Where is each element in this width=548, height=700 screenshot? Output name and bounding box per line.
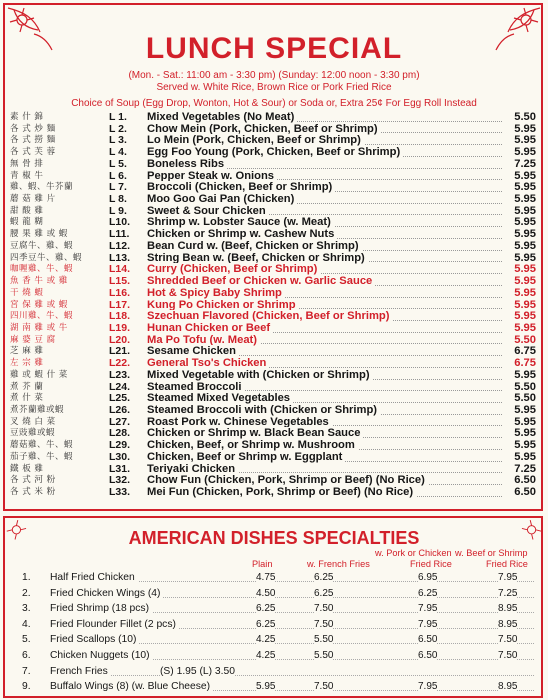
beef-shrimp-fried-rice-price: 7.50 (498, 648, 517, 664)
item-code: L 9. (109, 204, 127, 217)
item-price: 7.25 (514, 157, 536, 170)
item-number: 5. (22, 634, 31, 646)
item-name: Kung Po Chicken or Shrimp (147, 299, 299, 311)
american-item-row (0, 632, 548, 648)
item-code: L15. (109, 275, 131, 288)
lunch-choice-note: Choice of Soup (Egg Drop, Wonton, Hot & Sour) or Soda or, Extra 25¢ For Egg Roll Instead (71, 98, 477, 109)
item-price: 5.95 (514, 298, 536, 311)
item-name: Mixed Vegetables (No Meat) (147, 111, 297, 123)
item-name: Chicken, Beef, or Shrimp w. Mushroom (147, 439, 358, 451)
item-name: Hot & Spicy Baby Shrimp (147, 287, 285, 299)
chinese-name: 素 什 錦 (10, 112, 44, 122)
item-number: 2. (22, 587, 31, 599)
chinese-name: 麻 婆 豆 腐 (10, 334, 56, 345)
item-code: L 3. (109, 134, 127, 147)
item-number: 4. (22, 618, 31, 630)
lunch-menu-list (8, 112, 538, 499)
french-fries-price: 5.50 (314, 648, 333, 664)
item-name: Chicken, Beef or Shrimp w. Eggplant (147, 451, 345, 463)
item-code: L30. (109, 450, 131, 463)
item-code: L29. (109, 439, 131, 452)
plain-price: 5.95 (256, 679, 275, 695)
item-code: L33. (109, 486, 131, 498)
chinese-name: 各 式 炒 麵 (10, 123, 56, 134)
item-price: 5.50 (514, 333, 536, 346)
item-name: Steamed Broccoli with (Chicken or Shrimp) (147, 404, 380, 416)
item-price: 5.95 (514, 251, 536, 264)
item-number: 7. (22, 665, 31, 677)
beef-shrimp-fried-rice-price: 8.95 (498, 679, 517, 695)
lunch-special-title: LUNCH SPECIAL (145, 32, 403, 65)
item-code: L13. (109, 251, 131, 264)
pork-chicken-fried-rice-price: 7.95 (418, 601, 437, 617)
item-code: L10. (109, 216, 131, 229)
french-fries-price: 7.50 (314, 679, 333, 695)
chinese-name: 蘑 菇 雞 片 (10, 194, 56, 205)
item-name: Teriyaki Chicken (147, 463, 238, 475)
item-code: L24. (109, 380, 131, 393)
item-price: 5.95 (514, 146, 536, 159)
french-fries-price: 7.50 (314, 617, 333, 633)
item-name: Egg Foo Young (Pork, Chicken, Beef or Shrimp) (147, 146, 403, 158)
item-code: L32. (109, 474, 131, 487)
chinese-name: 雞、蝦、牛芥蘭 (10, 182, 74, 193)
pork-chicken-fried-rice-price: 6.25 (418, 586, 437, 602)
american-item-row (0, 679, 548, 695)
chinese-name: 咖喱雞、牛、蝦 (10, 264, 74, 275)
item-name: Fried Flounder Fillet (2 pcs) (50, 617, 179, 633)
item-price: 5.95 (514, 181, 536, 194)
chinese-name: 煮芥蘭雞或蝦 (10, 404, 65, 415)
header-beef-shrimp: w. Beef or Shrimp (455, 548, 528, 558)
french-fries-price: 7.50 (314, 601, 333, 617)
item-price: 5.50 (514, 392, 536, 405)
american-item-row (0, 617, 548, 633)
item-code: L 4. (109, 146, 127, 159)
item-name: Chicken or Shrimp w. Black Bean Sauce (147, 427, 363, 439)
american-item-row (0, 664, 548, 680)
item-name: Chicken Nuggets (10) (50, 648, 153, 664)
item-name: Fried Shrimp (18 pcs) (50, 601, 152, 617)
chinese-name: 芝 麻 雞 (10, 346, 44, 357)
lunch-hours: (Mon. - Sat.: 11:00 am - 3:30 pm) (Sunday: 12:00 noon - 3:30 pm) (128, 70, 420, 81)
chinese-name: 四季豆牛、雞、蝦 (10, 252, 83, 263)
item-code: L12. (109, 239, 131, 252)
item-price: 6.50 (514, 486, 536, 498)
american-dishes-title: AMERICAN DISHES SPECIALTIES (128, 528, 420, 548)
french-fries-price: 5.50 (314, 632, 333, 648)
item-price: 5.95 (514, 439, 536, 452)
chinese-name: 各 式 米 粉 (10, 487, 56, 497)
beef-shrimp-fried-rice-price: 8.95 (498, 601, 517, 617)
item-code: L31. (109, 462, 131, 475)
item-name: Steamed Broccoli (147, 381, 245, 393)
chinese-name: 干 燒 蝦 (10, 287, 44, 298)
chinese-name: 蘑菇雞、牛、蝦 (10, 440, 74, 451)
american-item-row (0, 601, 548, 617)
american-item-row (0, 586, 548, 602)
item-name: Half Fried Chicken (50, 570, 138, 586)
item-price: 5.95 (514, 216, 536, 229)
chinese-name: 各 式 撈 麵 (10, 135, 56, 146)
item-price: 6.75 (514, 357, 536, 370)
beef-shrimp-fried-rice-price: 8.95 (498, 617, 517, 633)
item-name: Shredded Beef or Chicken w. Garlic Sauce (147, 275, 375, 287)
item-price: 6.75 (514, 345, 536, 358)
header-french-fries: w. French Fries (307, 559, 370, 569)
chinese-name: 左 宗 雞 (10, 358, 44, 369)
item-code: L 5. (109, 157, 127, 170)
american-item-row (0, 648, 548, 664)
item-price: 5.50 (514, 380, 536, 393)
item-code: L14. (109, 263, 131, 276)
item-name: Bean Curd w. (Beef, Chicken or Shrimp) (147, 240, 362, 252)
french-fries-price: 6.25 (314, 586, 333, 602)
item-code: L20. (109, 333, 131, 346)
chinese-name: 四川雞、牛、蝦 (10, 311, 74, 322)
chinese-name: 腰 果 雞 或 蝦 (10, 229, 68, 240)
item-code: L23. (109, 368, 131, 381)
dotted-leader (50, 675, 534, 676)
item-price: 5.95 (514, 275, 536, 288)
pork-chicken-fried-rice-price: 6.50 (418, 648, 437, 664)
item-price: 5.95 (514, 403, 536, 416)
item-number: 1. (22, 572, 31, 583)
chinese-name: 雞 或 蝦 什 菜 (10, 369, 68, 380)
chinese-name: 各 式 芙 蓉 (10, 147, 56, 158)
item-price: 5.95 (514, 204, 536, 217)
item-name: Fried Chicken Wings (4) (50, 586, 163, 602)
pork-chicken-fried-rice-price: 7.95 (418, 679, 437, 695)
chinese-name: 豆腐牛、雞、蝦 (10, 240, 74, 251)
item-price: 5.95 (514, 193, 536, 206)
item-code: L17. (109, 298, 131, 311)
item-name: Roast Pork w. Chinese Vegetables (147, 416, 332, 428)
lunch-item-row (8, 487, 538, 499)
french-fries-price: 6.25 (314, 570, 333, 586)
item-code: L 6. (109, 169, 127, 182)
item-price: 5.50 (514, 111, 536, 123)
item-price: 5.95 (514, 122, 536, 135)
item-price: 5.95 (514, 321, 536, 334)
item-name: Chicken or Shrimp w. Cashew Nuts (147, 228, 337, 240)
french-fries-price: (S) 1.95 (L) 3.50 (160, 664, 235, 680)
item-name: General Tso's Chicken (147, 357, 269, 369)
header-plain: Plain (252, 559, 273, 569)
plain-price: 4.75 (256, 570, 275, 586)
item-name: Broccoli (Chicken, Beef or Shrimp) (147, 181, 335, 193)
item-name: Chow Fun (Chicken, Pork, Shrimp or Beef) (No Rice) (147, 474, 428, 486)
item-name: Shrimp w. Lobster Sauce (w. Meat) (147, 216, 334, 228)
item-price: 5.95 (514, 427, 536, 440)
header-pc-fried-rice: Fried Rice (410, 559, 452, 569)
item-code: L26. (109, 403, 131, 416)
item-price: 5.95 (514, 263, 536, 276)
chinese-name: 鐵 板 雞 (10, 463, 44, 474)
item-name: Curry (Chicken, Beef or Shrimp) (147, 263, 320, 275)
item-name: Chow Mein (Pork, Chicken, Beef or Shrimp) (147, 123, 381, 135)
item-name: Boneless Ribs (147, 158, 227, 170)
item-price: 5.95 (514, 169, 536, 182)
chinese-name: 各 式 河 粉 (10, 475, 56, 486)
item-number: 3. (22, 603, 31, 615)
item-name: Mei Fun (Chicken, Pork, Shrimp or Beef) (No Rice) (147, 486, 416, 498)
chinese-name: 宮 保 雞 或 蝦 (10, 299, 68, 310)
pork-chicken-fried-rice-price: 6.95 (418, 570, 437, 586)
item-name: Steamed Mixed Vegetables (147, 392, 293, 404)
beef-shrimp-fried-rice-price: 7.50 (498, 632, 517, 648)
item-name: Moo Goo Gai Pan (Chicken) (147, 193, 297, 205)
item-price: 5.95 (514, 310, 536, 323)
item-code: L28. (109, 427, 131, 440)
chinese-name: 煮 什 菜 (10, 393, 44, 404)
item-price: 7.25 (514, 462, 536, 475)
item-code: L16. (109, 286, 131, 299)
item-name: Ma Po Tofu (w. Meat) (147, 334, 260, 346)
item-code: L 8. (109, 193, 127, 206)
plain-price: 6.25 (256, 601, 275, 617)
chinese-name: 青 椒 牛 (10, 170, 44, 181)
plain-price: 6.25 (256, 617, 275, 633)
item-price: 5.95 (514, 228, 536, 241)
item-code: L18. (109, 310, 131, 323)
item-code: L25. (109, 392, 131, 405)
item-code: L19. (109, 321, 131, 334)
item-name: Pepper Steak w. Onions (147, 170, 277, 182)
item-name: French Fries (50, 664, 111, 680)
beef-shrimp-fried-rice-price: 7.25 (498, 586, 517, 602)
chinese-name: 煮 芥 蘭 (10, 381, 44, 392)
plain-price: 4.25 (256, 632, 275, 648)
chinese-name: 無 骨 排 (10, 158, 44, 169)
item-name: Sesame Chicken (147, 345, 239, 357)
item-price: 5.95 (514, 286, 536, 299)
item-number: 9. (22, 681, 31, 693)
plain-price: 4.50 (256, 586, 275, 602)
chinese-name: 魚 香 牛 或 雞 (10, 276, 68, 287)
plain-price: 4.25 (256, 648, 275, 664)
chinese-name: 湖 南 雞 或 牛 (10, 322, 68, 333)
item-price: 5.95 (514, 239, 536, 252)
chinese-name: 豆豉雞或蝦 (10, 428, 56, 439)
item-price: 5.95 (514, 450, 536, 463)
item-name: Buffalo Wings (8) (w. Blue Cheese) (50, 679, 213, 695)
lunch-served-note: Served w. White Rice, Brown Rice or Pork Fried Rice (156, 82, 392, 93)
pork-chicken-fried-rice-price: 6.50 (418, 632, 437, 648)
item-code: L 1. (109, 111, 127, 123)
item-code: L27. (109, 415, 131, 428)
item-name: Lo Mein (Pork, Chicken, Beef or Shrimp) (147, 134, 364, 146)
item-price: 5.95 (514, 134, 536, 147)
chinese-name: 甜 酸 雞 (10, 205, 44, 216)
item-price: 6.50 (514, 474, 536, 487)
item-name: Sweet & Sour Chicken (147, 205, 269, 217)
item-name: Hunan Chicken or Beef (147, 322, 273, 334)
american-dishes-list (0, 570, 548, 695)
item-code: L11. (109, 228, 130, 241)
beef-shrimp-fried-rice-price: 7.95 (498, 570, 517, 586)
header-bs-fried-rice: Fried Rice (486, 559, 528, 569)
american-item-row (0, 570, 548, 586)
item-price: 5.95 (514, 368, 536, 381)
chinese-name: 茄子雞、牛、蝦 (10, 451, 74, 462)
item-code: L21. (109, 345, 131, 358)
item-name: String Bean w. (Beef, Chicken or Shrimp) (147, 252, 368, 264)
item-name: Mixed Vegetable with (Chicken or Shrimp) (147, 369, 373, 381)
header-pork-chicken: w. Pork or Chicken (375, 548, 452, 558)
item-code: L22. (109, 357, 131, 370)
item-code: L 7. (109, 181, 127, 194)
item-number: 6. (22, 649, 31, 661)
item-code: L 2. (109, 122, 127, 135)
pork-chicken-fried-rice-price: 7.95 (418, 617, 437, 633)
item-price: 5.95 (514, 415, 536, 428)
chinese-name: 叉 燒 白 菜 (10, 416, 56, 427)
item-name: Fried Scallops (10) (50, 632, 139, 648)
chinese-name: 蝦 龍 糊 (10, 217, 44, 228)
item-name: Szechuan Flavored (Chicken, Beef or Shrimp) (147, 310, 392, 322)
